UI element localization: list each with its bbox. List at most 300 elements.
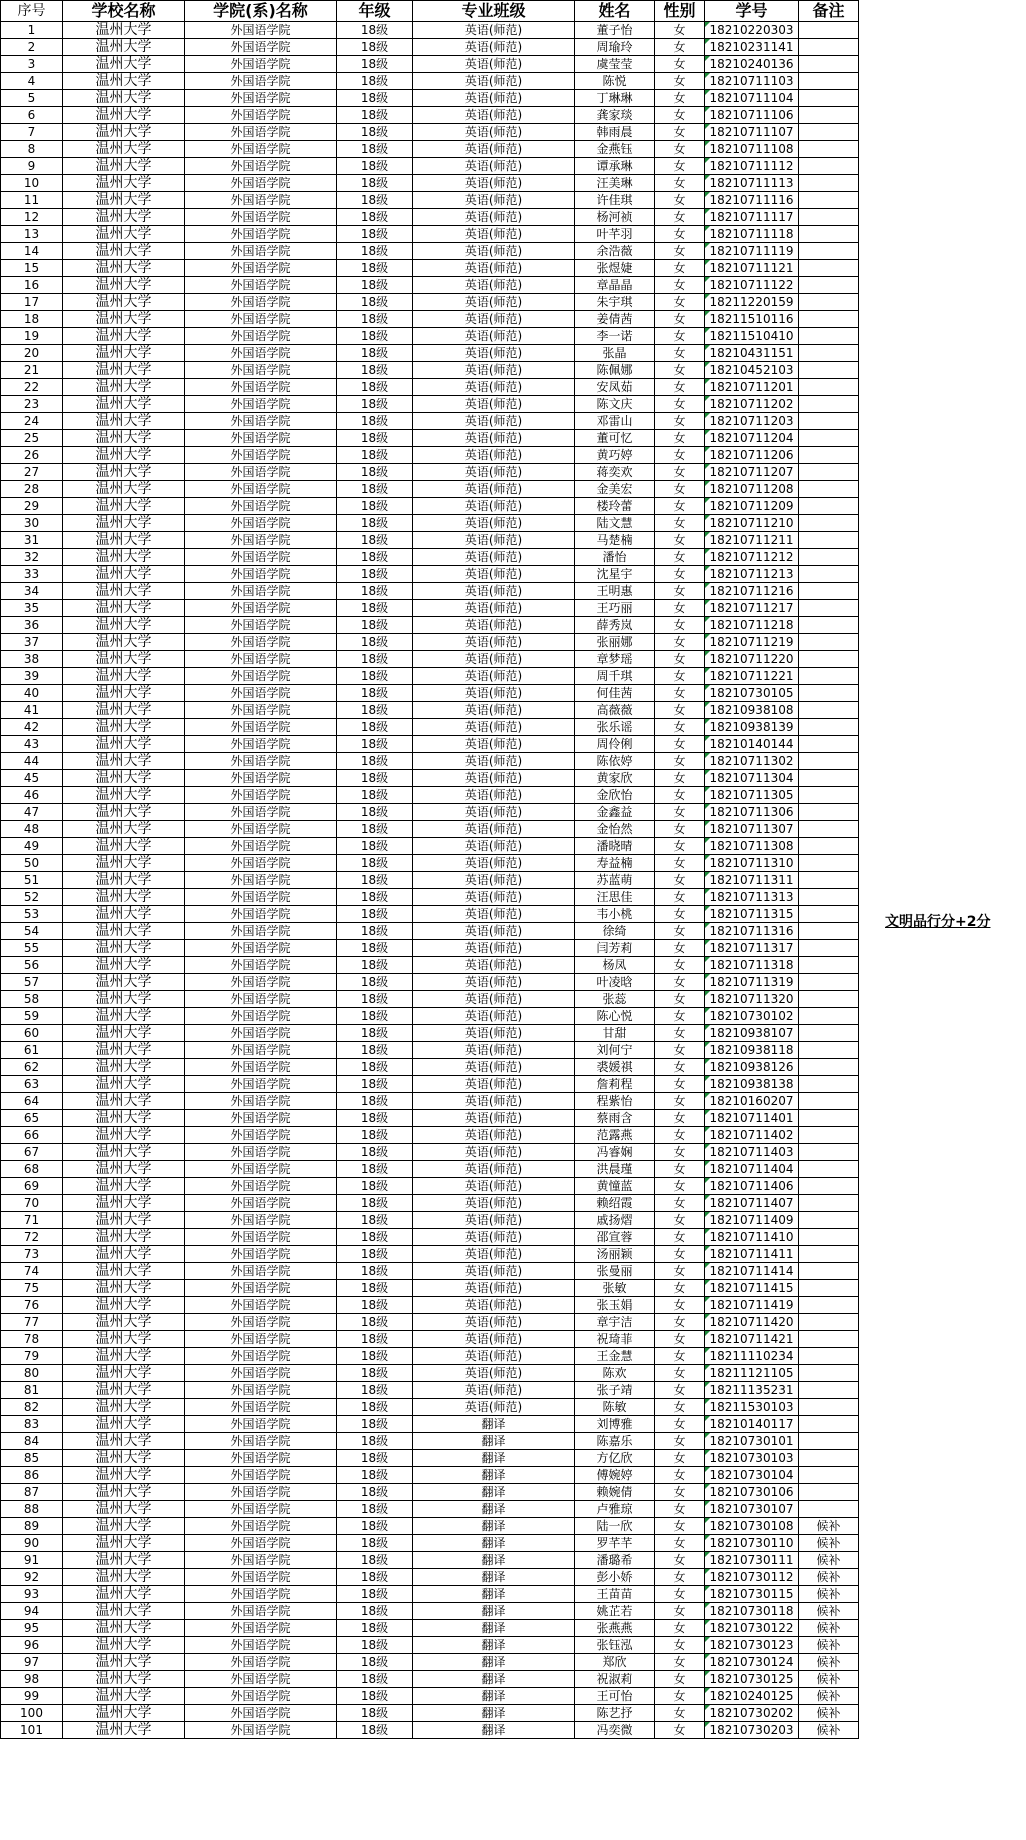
cell-student-id: 18210730123	[705, 1637, 799, 1654]
cell-grade: 18级	[337, 1229, 413, 1246]
cell-name: 丁琳琳	[575, 90, 655, 107]
cell-name: 龚家琰	[575, 107, 655, 124]
cell-major: 翻译	[413, 1535, 575, 1552]
cell-name: 苏蓝萌	[575, 872, 655, 889]
cell-school: 温州大学	[63, 1399, 185, 1416]
cell-index: 74	[1, 1263, 63, 1280]
cell-gender: 女	[655, 260, 705, 277]
cell-remark	[799, 481, 859, 498]
cell-name: 楼玲蕾	[575, 498, 655, 515]
cell-index: 91	[1, 1552, 63, 1569]
cell-name: 何佳茜	[575, 685, 655, 702]
cell-gender: 女	[655, 1416, 705, 1433]
cell-gender: 女	[655, 1008, 705, 1025]
table-row	[1, 1688, 859, 1705]
cell-remark	[799, 770, 859, 787]
cell-school: 温州大学	[63, 753, 185, 770]
cell-index: 84	[1, 1433, 63, 1450]
cell-index: 53	[1, 906, 63, 923]
cell-grade: 18级	[337, 906, 413, 923]
cell-student-id: 18210938108	[705, 702, 799, 719]
cell-grade: 18级	[337, 1671, 413, 1688]
cell-college: 外国语学院	[185, 175, 337, 192]
cell-index: 101	[1, 1722, 63, 1739]
table-row	[1, 277, 859, 294]
cell-student-id: 18210711209	[705, 498, 799, 515]
header-row	[1, 1, 859, 22]
table-row	[1, 736, 859, 753]
cell-college: 外国语学院	[185, 821, 337, 838]
cell-gender: 女	[655, 1552, 705, 1569]
cell-major: 英语(师范)	[413, 668, 575, 685]
cell-student-id: 18210730105	[705, 685, 799, 702]
cell-index: 13	[1, 226, 63, 243]
cell-student-id: 18211510410	[705, 328, 799, 345]
cell-college: 外国语学院	[185, 1161, 337, 1178]
table-row	[1, 532, 859, 549]
cell-name: 郑欣	[575, 1654, 655, 1671]
cell-major: 英语(师范)	[413, 617, 575, 634]
cell-school: 温州大学	[63, 1042, 185, 1059]
cell-index: 29	[1, 498, 63, 515]
cell-college: 外国语学院	[185, 1467, 337, 1484]
table-row	[1, 141, 859, 158]
cell-gender: 女	[655, 515, 705, 532]
cell-remark	[799, 1484, 859, 1501]
cell-grade: 18级	[337, 1688, 413, 1705]
cell-school: 温州大学	[63, 1416, 185, 1433]
table-row	[1, 719, 859, 736]
table-row	[1, 158, 859, 175]
cell-remark: 候补	[799, 1671, 859, 1688]
cell-major: 翻译	[413, 1603, 575, 1620]
cell-school: 温州大学	[63, 39, 185, 56]
cell-grade: 18级	[337, 1399, 413, 1416]
table-row	[1, 1671, 859, 1688]
cell-college: 外国语学院	[185, 1093, 337, 1110]
cell-remark	[799, 1093, 859, 1110]
cell-gender: 女	[655, 1042, 705, 1059]
cell-school: 温州大学	[63, 73, 185, 90]
cell-grade: 18级	[337, 124, 413, 141]
cell-index: 49	[1, 838, 63, 855]
cell-remark	[799, 1331, 859, 1348]
cell-index: 18	[1, 311, 63, 328]
cell-student-id: 18210452103	[705, 362, 799, 379]
cell-major: 英语(师范)	[413, 277, 575, 294]
cell-major: 英语(师范)	[413, 600, 575, 617]
cell-gender: 女	[655, 1705, 705, 1722]
cell-major: 英语(师范)	[413, 260, 575, 277]
cell-student-id: 18211110234	[705, 1348, 799, 1365]
cell-major: 英语(师范)	[413, 685, 575, 702]
cell-index: 42	[1, 719, 63, 736]
cell-student-id: 18210730102	[705, 1008, 799, 1025]
cell-remark	[799, 974, 859, 991]
cell-grade: 18级	[337, 1654, 413, 1671]
table-row	[1, 243, 859, 260]
cell-gender: 女	[655, 668, 705, 685]
table-row	[1, 1569, 859, 1586]
cell-gender: 女	[655, 1654, 705, 1671]
cell-college: 外国语学院	[185, 651, 337, 668]
cell-gender: 女	[655, 498, 705, 515]
cell-school: 温州大学	[63, 175, 185, 192]
cell-major: 英语(师范)	[413, 1127, 575, 1144]
cell-grade: 18级	[337, 345, 413, 362]
cell-name: 金美宏	[575, 481, 655, 498]
header-grade: 年级	[337, 1, 413, 22]
cell-name: 罗芊芊	[575, 1535, 655, 1552]
cell-remark: 候补	[799, 1654, 859, 1671]
cell-student-id: 18210711319	[705, 974, 799, 991]
cell-student-id: 18210730124	[705, 1654, 799, 1671]
cell-grade: 18级	[337, 1569, 413, 1586]
cell-college: 外国语学院	[185, 345, 337, 362]
cell-college: 外国语学院	[185, 464, 337, 481]
cell-grade: 18级	[337, 73, 413, 90]
cell-student-id: 18210938138	[705, 1076, 799, 1093]
cell-grade: 18级	[337, 532, 413, 549]
cell-name: 赖绍霞	[575, 1195, 655, 1212]
cell-major: 英语(师范)	[413, 923, 575, 940]
cell-index: 75	[1, 1280, 63, 1297]
cell-school: 温州大学	[63, 1280, 185, 1297]
table-row	[1, 56, 859, 73]
cell-name: 董可忆	[575, 430, 655, 447]
cell-gender: 女	[655, 617, 705, 634]
cell-name: 张玉娟	[575, 1297, 655, 1314]
cell-gender: 女	[655, 1603, 705, 1620]
cell-student-id: 18211510116	[705, 311, 799, 328]
cell-school: 温州大学	[63, 532, 185, 549]
cell-name: 张蕊	[575, 991, 655, 1008]
cell-grade: 18级	[337, 838, 413, 855]
cell-college: 外国语学院	[185, 770, 337, 787]
cell-student-id: 18210730111	[705, 1552, 799, 1569]
cell-college: 外国语学院	[185, 362, 337, 379]
cell-major: 英语(师范)	[413, 379, 575, 396]
cell-remark	[799, 1042, 859, 1059]
cell-grade: 18级	[337, 787, 413, 804]
cell-gender: 女	[655, 345, 705, 362]
table-row	[1, 1229, 859, 1246]
header-major: 专业班级	[413, 1, 575, 22]
cell-school: 温州大学	[63, 413, 185, 430]
cell-college: 外国语学院	[185, 702, 337, 719]
cell-gender: 女	[655, 1671, 705, 1688]
cell-grade: 18级	[337, 1127, 413, 1144]
cell-index: 99	[1, 1688, 63, 1705]
cell-gender: 女	[655, 804, 705, 821]
cell-college: 外国语学院	[185, 379, 337, 396]
cell-remark	[799, 651, 859, 668]
cell-student-id: 18210711420	[705, 1314, 799, 1331]
cell-student-id: 18210711218	[705, 617, 799, 634]
cell-major: 英语(师范)	[413, 906, 575, 923]
cell-name: 周千琪	[575, 668, 655, 685]
cell-name: 戚扬熠	[575, 1212, 655, 1229]
cell-name: 冯睿娴	[575, 1144, 655, 1161]
cell-remark	[799, 1127, 859, 1144]
cell-school: 温州大学	[63, 141, 185, 158]
cell-college: 外国语学院	[185, 889, 337, 906]
cell-index: 40	[1, 685, 63, 702]
table-row	[1, 1416, 859, 1433]
cell-school: 温州大学	[63, 1518, 185, 1535]
cell-grade: 18级	[337, 889, 413, 906]
cell-name: 黄憧蓝	[575, 1178, 655, 1195]
cell-gender: 女	[655, 1076, 705, 1093]
cell-name: 陈敏	[575, 1399, 655, 1416]
cell-college: 外国语学院	[185, 1178, 337, 1195]
cell-school: 温州大学	[63, 90, 185, 107]
cell-name: 余浩薇	[575, 243, 655, 260]
cell-name: 陈嘉乐	[575, 1433, 655, 1450]
header-school: 学校名称	[63, 1, 185, 22]
cell-gender: 女	[655, 719, 705, 736]
cell-gender: 女	[655, 906, 705, 923]
table-row	[1, 464, 859, 481]
cell-student-id: 18211121105	[705, 1365, 799, 1382]
cell-college: 外国语学院	[185, 226, 337, 243]
cell-grade: 18级	[337, 872, 413, 889]
cell-student-id: 18210730104	[705, 1467, 799, 1484]
cell-major: 英语(师范)	[413, 1195, 575, 1212]
cell-college: 外国语学院	[185, 1586, 337, 1603]
cell-school: 温州大学	[63, 1552, 185, 1569]
cell-name: 章晶晶	[575, 277, 655, 294]
cell-major: 英语(师范)	[413, 515, 575, 532]
cell-gender: 女	[655, 447, 705, 464]
cell-gender: 女	[655, 770, 705, 787]
cell-gender: 女	[655, 311, 705, 328]
cell-student-id: 18210711204	[705, 430, 799, 447]
cell-remark	[799, 1382, 859, 1399]
cell-remark: 候补	[799, 1586, 859, 1603]
cell-name: 甘甜	[575, 1025, 655, 1042]
cell-school: 温州大学	[63, 1331, 185, 1348]
cell-name: 詹莉程	[575, 1076, 655, 1093]
cell-school: 温州大学	[63, 56, 185, 73]
cell-school: 温州大学	[63, 1467, 185, 1484]
cell-school: 温州大学	[63, 1382, 185, 1399]
cell-college: 外国语学院	[185, 158, 337, 175]
cell-major: 英语(师范)	[413, 1348, 575, 1365]
cell-grade: 18级	[337, 1348, 413, 1365]
table-row	[1, 1654, 859, 1671]
cell-school: 温州大学	[63, 1178, 185, 1195]
cell-name: 黄家欣	[575, 770, 655, 787]
cell-major: 英语(师范)	[413, 1042, 575, 1059]
cell-name: 韦小桃	[575, 906, 655, 923]
header-name: 姓名	[575, 1, 655, 22]
cell-name: 金欣怡	[575, 787, 655, 804]
cell-school: 温州大学	[63, 1263, 185, 1280]
cell-college: 外国语学院	[185, 1722, 337, 1739]
cell-college: 外国语学院	[185, 1212, 337, 1229]
cell-index: 19	[1, 328, 63, 345]
cell-college: 外国语学院	[185, 1348, 337, 1365]
cell-gender: 女	[655, 889, 705, 906]
table-row	[1, 73, 859, 90]
table-row	[1, 906, 859, 923]
cell-major: 翻译	[413, 1450, 575, 1467]
cell-index: 2	[1, 39, 63, 56]
cell-major: 英语(师范)	[413, 56, 575, 73]
cell-grade: 18级	[337, 651, 413, 668]
cell-major: 英语(师范)	[413, 1178, 575, 1195]
cell-student-id: 18210711210	[705, 515, 799, 532]
cell-school: 温州大学	[63, 1144, 185, 1161]
cell-index: 45	[1, 770, 63, 787]
table-row	[1, 1501, 859, 1518]
cell-school: 温州大学	[63, 736, 185, 753]
cell-student-id: 18210711106	[705, 107, 799, 124]
cell-college: 外国语学院	[185, 124, 337, 141]
cell-school: 温州大学	[63, 1433, 185, 1450]
table-row	[1, 379, 859, 396]
cell-grade: 18级	[337, 498, 413, 515]
cell-major: 英语(师范)	[413, 209, 575, 226]
cell-student-id: 18210711116	[705, 192, 799, 209]
cell-school: 温州大学	[63, 957, 185, 974]
cell-remark	[799, 1263, 859, 1280]
table-row	[1, 1144, 859, 1161]
cell-school: 温州大学	[63, 651, 185, 668]
cell-major: 英语(师范)	[413, 821, 575, 838]
cell-school: 温州大学	[63, 1671, 185, 1688]
cell-name: 裘媛祺	[575, 1059, 655, 1076]
cell-grade: 18级	[337, 583, 413, 600]
cell-student-id: 18210711320	[705, 991, 799, 1008]
cell-college: 外国语学院	[185, 192, 337, 209]
cell-index: 20	[1, 345, 63, 362]
table-row	[1, 1161, 859, 1178]
table-row	[1, 770, 859, 787]
cell-remark	[799, 600, 859, 617]
table-row	[1, 957, 859, 974]
cell-student-id: 18210730118	[705, 1603, 799, 1620]
cell-college: 外国语学院	[185, 413, 337, 430]
cell-gender: 女	[655, 634, 705, 651]
table-row	[1, 22, 859, 39]
cell-index: 57	[1, 974, 63, 991]
cell-school: 温州大学	[63, 379, 185, 396]
table-row	[1, 1331, 859, 1348]
cell-gender: 女	[655, 124, 705, 141]
cell-major: 翻译	[413, 1671, 575, 1688]
cell-student-id: 18210938126	[705, 1059, 799, 1076]
cell-name: 闫芳莉	[575, 940, 655, 957]
cell-major: 英语(师范)	[413, 1280, 575, 1297]
cell-remark	[799, 39, 859, 56]
cell-school: 温州大学	[63, 1484, 185, 1501]
table-row	[1, 1127, 859, 1144]
table-row	[1, 209, 859, 226]
cell-index: 51	[1, 872, 63, 889]
cell-student-id: 18210730103	[705, 1450, 799, 1467]
cell-index: 70	[1, 1195, 63, 1212]
cell-school: 温州大学	[63, 1365, 185, 1382]
cell-index: 28	[1, 481, 63, 498]
table-row	[1, 974, 859, 991]
cell-remark	[799, 90, 859, 107]
cell-grade: 18级	[337, 192, 413, 209]
table-row	[1, 1365, 859, 1382]
cell-gender: 女	[655, 328, 705, 345]
cell-student-id: 18210730115	[705, 1586, 799, 1603]
cell-school: 温州大学	[63, 1093, 185, 1110]
cell-major: 英语(师范)	[413, 294, 575, 311]
cell-remark	[799, 1076, 859, 1093]
cell-student-id: 18210711221	[705, 668, 799, 685]
cell-grade: 18级	[337, 1314, 413, 1331]
cell-college: 外国语学院	[185, 1450, 337, 1467]
cell-grade: 18级	[337, 1484, 413, 1501]
cell-remark	[799, 1348, 859, 1365]
cell-gender: 女	[655, 974, 705, 991]
cell-college: 外国语学院	[185, 328, 337, 345]
cell-student-id: 18210711202	[705, 396, 799, 413]
cell-remark	[799, 923, 859, 940]
cell-name: 韩雨晨	[575, 124, 655, 141]
cell-remark	[799, 753, 859, 770]
cell-student-id: 18210711118	[705, 226, 799, 243]
cell-major: 英语(师范)	[413, 158, 575, 175]
cell-grade: 18级	[337, 1552, 413, 1569]
cell-index: 98	[1, 1671, 63, 1688]
cell-major: 英语(师范)	[413, 1059, 575, 1076]
cell-index: 86	[1, 1467, 63, 1484]
cell-gender: 女	[655, 1331, 705, 1348]
cell-major: 英语(师范)	[413, 1263, 575, 1280]
cell-student-id: 18210711406	[705, 1178, 799, 1195]
cell-grade: 18级	[337, 1586, 413, 1603]
cell-school: 温州大学	[63, 872, 185, 889]
cell-major: 翻译	[413, 1586, 575, 1603]
cell-name: 陈欢	[575, 1365, 655, 1382]
cell-index: 67	[1, 1144, 63, 1161]
cell-grade: 18级	[337, 1297, 413, 1314]
cell-index: 22	[1, 379, 63, 396]
cell-remark: 候补	[799, 1637, 859, 1654]
cell-name: 谭承琳	[575, 158, 655, 175]
cell-school: 温州大学	[63, 396, 185, 413]
cell-school: 温州大学	[63, 481, 185, 498]
cell-student-id: 18210711415	[705, 1280, 799, 1297]
cell-gender: 女	[655, 855, 705, 872]
cell-grade: 18级	[337, 1212, 413, 1229]
cell-grade: 18级	[337, 464, 413, 481]
cell-index: 76	[1, 1297, 63, 1314]
cell-grade: 18级	[337, 1263, 413, 1280]
table-row	[1, 1178, 859, 1195]
cell-gender: 女	[655, 1348, 705, 1365]
cell-school: 温州大学	[63, 243, 185, 260]
cell-major: 英语(师范)	[413, 719, 575, 736]
cell-remark	[799, 1297, 859, 1314]
cell-student-id: 18210711217	[705, 600, 799, 617]
cell-name: 汤丽颖	[575, 1246, 655, 1263]
cell-college: 外国语学院	[185, 515, 337, 532]
cell-student-id: 18210431151	[705, 345, 799, 362]
cell-remark	[799, 838, 859, 855]
cell-remark	[799, 107, 859, 124]
cell-school: 温州大学	[63, 787, 185, 804]
cell-grade: 18级	[337, 447, 413, 464]
cell-gender: 女	[655, 600, 705, 617]
